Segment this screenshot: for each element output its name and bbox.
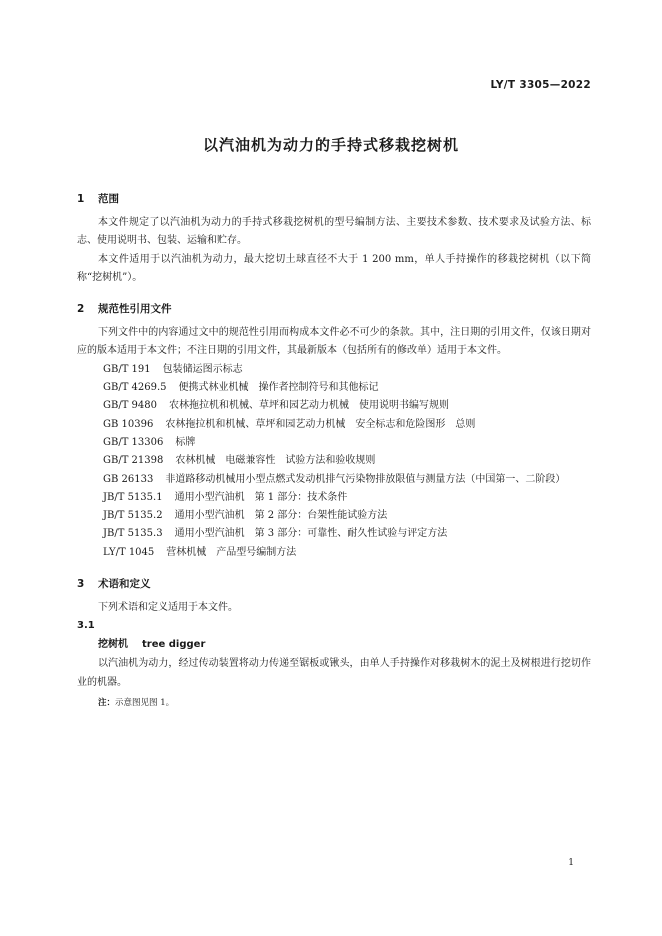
page-number: 1 [568, 858, 574, 868]
section-heading-scope [77, 190, 591, 208]
section-heading-normative-references [77, 300, 591, 318]
section-heading-terms-definitions [77, 575, 591, 593]
term-definition: 以汽油机为动力，经过传动装置将动力传递至锯板或锹头，由单人手持操作对移栽树木的泥土及树根进行挖切作业的机器。 [77, 658, 591, 688]
reference-code: JB/T 5135.2 [103, 510, 163, 522]
document-body [77, 190, 591, 712]
reference-title: 通用小型汽油机 第 3 部分：可靠性、耐久性试验与评定方法 [174, 528, 448, 540]
term-name-zh: 挖树机 [98, 639, 128, 651]
note-label: 注： [98, 697, 116, 708]
reference-item [77, 361, 591, 379]
reference-title: 农林机械 电磁兼容性 试验方法和验收规则 [175, 455, 376, 467]
reference-list [77, 361, 591, 562]
term-name [77, 635, 591, 655]
reference-item [77, 507, 591, 525]
reference-code: JB/T 5135.1 [103, 491, 163, 503]
reference-title: 便携式林业机械 操作者控制符号和其他标记 [178, 382, 379, 394]
reference-code: GB 26133 [103, 473, 154, 485]
reference-item [77, 525, 591, 543]
reference-title: 通用小型汽油机 第 1 部分：技术条件 [174, 491, 348, 503]
reference-code: GB/T 9480 [103, 400, 158, 412]
reference-item [77, 416, 591, 434]
reference-title: 营林机械 产品型号编制方法 [166, 546, 297, 558]
standard-code: LY/T 3305—2022 [490, 79, 591, 91]
terms-intro: 下列术语和定义适用于本文件。 [98, 602, 238, 614]
section-number: 2 [77, 303, 85, 316]
reference-item [77, 452, 591, 470]
reference-code: GB/T 13306 [103, 436, 164, 448]
document-title: 以汽油机为动力的手持式移栽挖树机 [202, 136, 459, 154]
reference-code: LY/T 1045 [103, 546, 155, 558]
references-intro: 下列文件中的内容通过文中的规范性引用而构成本文件必不可少的条款。其中，注日期的引用文件，仅该日期对应的版本适用于本文件；不注日期的引用文件，其最新版本（包括所有的修改单）适用于本文件。 [77, 327, 591, 357]
section-number: 1 [77, 193, 85, 205]
reference-code: GB 10396 [103, 418, 154, 430]
note-text: 示意图见图 1。 [115, 697, 175, 708]
reference-item [77, 397, 591, 415]
scope-paragraph-1: 本文件规定了以汽油机为动力的手持式移栽挖树机的型号编制方法、主要技术参数、技术要求及试验方法、标志、使用说明书、包装、运输和贮存。 [77, 217, 591, 247]
reference-title: 非道路移动机械用小型点燃式发动机排气污染物排放限值与测量方法（中国第一、二阶段） [165, 473, 566, 485]
reference-code: GB/T 4269.5 [103, 382, 167, 394]
reference-item [77, 379, 591, 397]
term-name-en: tree digger [142, 639, 206, 651]
section-number: 3 [77, 578, 85, 591]
reference-title: 通用小型汽油机 第 2 部分：台架性能试验方法 [174, 510, 388, 522]
reference-title: 标牌 [175, 436, 196, 448]
reference-title: 农林拖拉机和机械、草坪和园艺动力机械 使用说明书编写规则 [169, 400, 450, 412]
reference-code: GB/T 21398 [103, 455, 164, 467]
section-title: 范围 [98, 193, 119, 205]
reference-title: 包装储运图示标志 [162, 363, 243, 375]
section-title: 术语和定义 [98, 578, 151, 591]
reference-item [77, 434, 591, 452]
section-title: 规范性引用文件 [98, 303, 172, 316]
term-note [77, 694, 591, 712]
term-number: 3.1 [77, 620, 95, 632]
reference-code: JB/T 5135.3 [103, 528, 163, 540]
reference-item [77, 544, 591, 562]
reference-item [77, 489, 591, 507]
scope-paragraph-2: 本文件适用于以汽油机为动力，最大挖切土球直径不大于 1 200 mm，单人手持操作的移栽挖树机（以下简称“挖树机”）。 [77, 253, 591, 283]
reference-code: GB/T 191 [103, 363, 151, 375]
reference-item [77, 471, 591, 489]
reference-title: 农林拖拉机和机械、草坪和园艺动力机械 安全标志和危险图形 总则 [165, 418, 476, 430]
